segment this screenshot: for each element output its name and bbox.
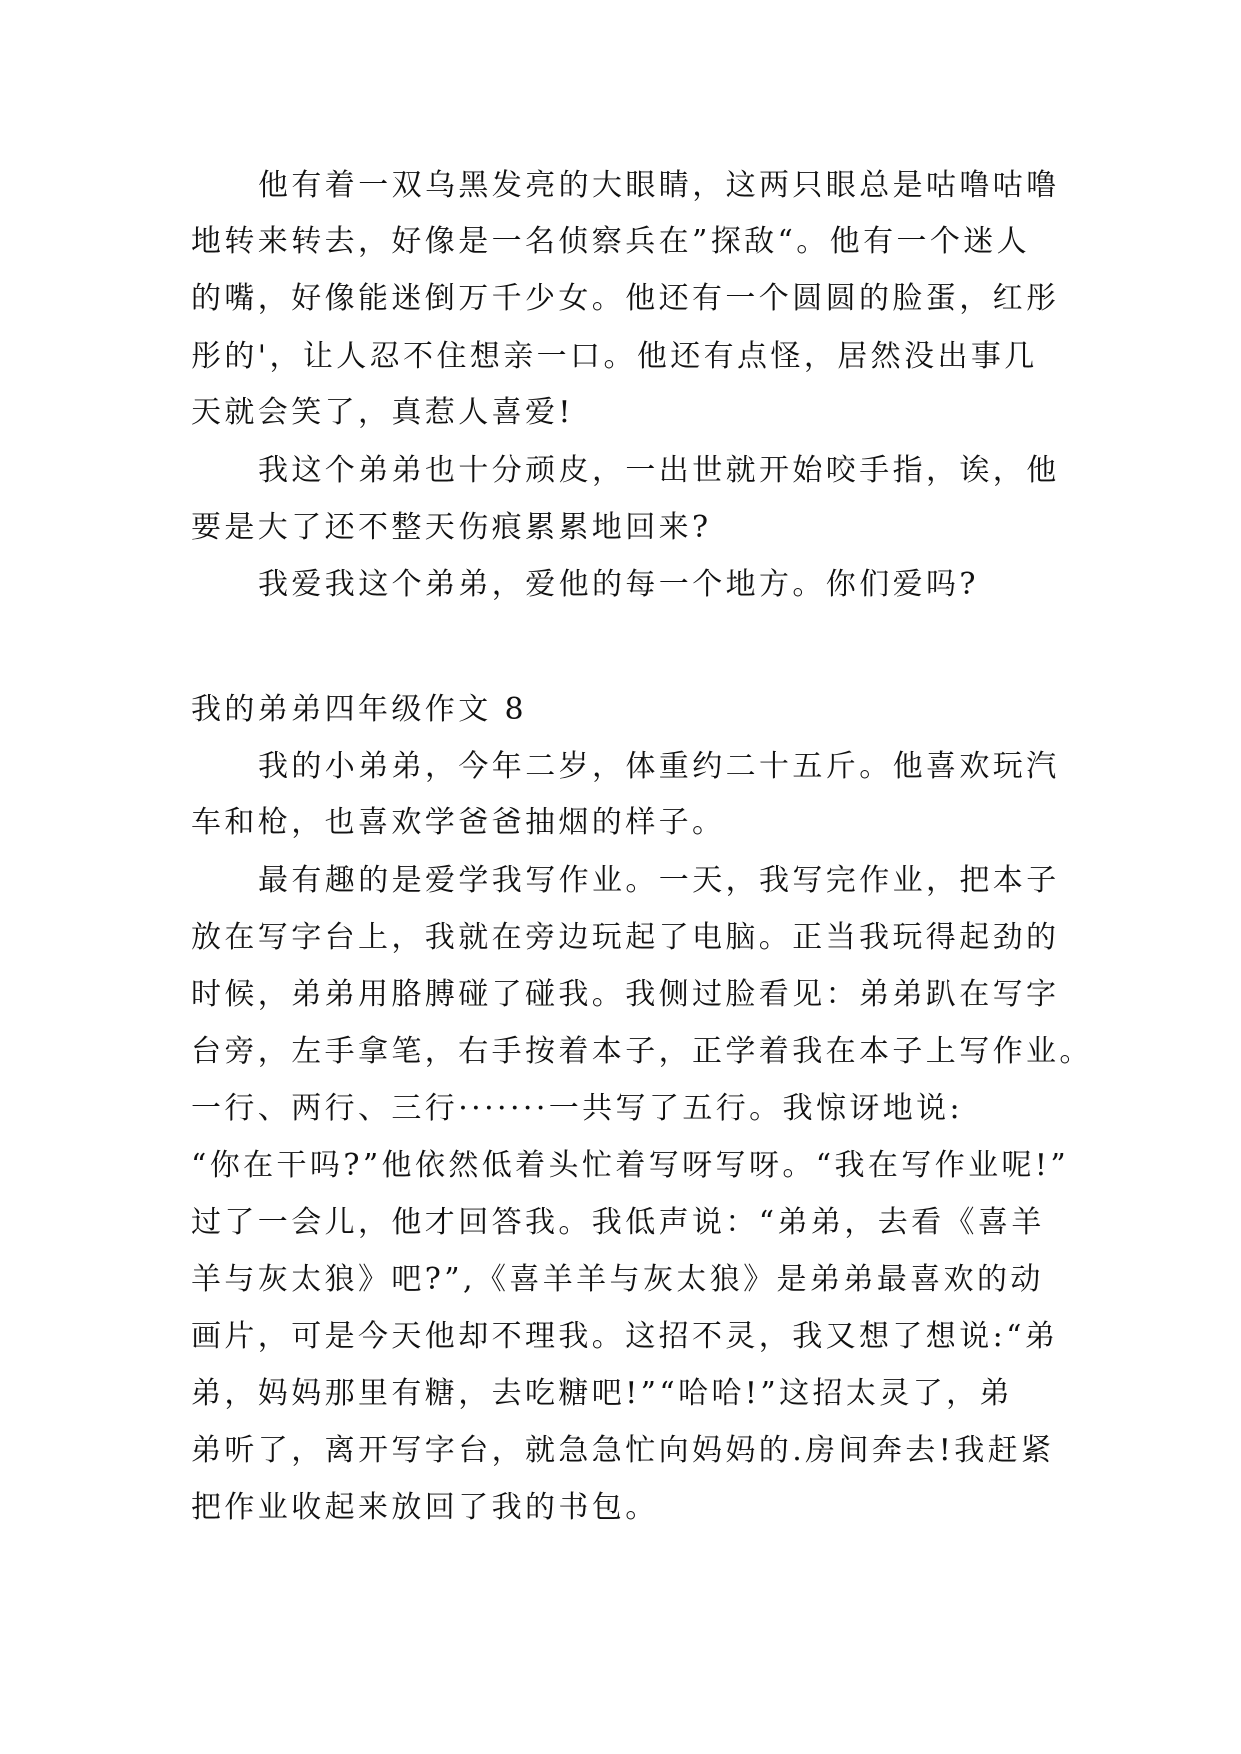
section-paragraph-2-line-11: 弟听了，离开写字台，就急急忙向妈妈的.房间奔去!我赶紧 <box>191 1433 1055 1468</box>
section-paragraph-2-line-9: 画片，可是今天他却不理我。这招不灵，我又想了想说:“弟 <box>191 1319 1059 1354</box>
section-paragraph-2-line-1: 最有趣的是爱学我写作业。一天，我写完作业，把本子 <box>258 863 1060 898</box>
paragraph-2-line-1: 我这个弟弟也十分顽皮，一出世就开始咬手指，诶，他 <box>258 453 1060 488</box>
paragraph-1-line-3: 的嘴，好像能迷倒万千少女。他还有一个圆圆的脸蛋，红彤 <box>191 281 1060 316</box>
paragraph-1-line-2: 地转来转去，好像是一名侦察兵在”探敌“。他有一个迷人 <box>191 224 1031 259</box>
section-paragraph-2-line-4: 台旁，左手拿笔，右手按着本子，正学着我在本子上写作业。 <box>191 1034 1093 1069</box>
section-paragraph-2-line-12: 把作业收起来放回了我的书包。 <box>191 1490 659 1525</box>
section-title: 我的弟弟四年级作文 8 <box>191 692 528 727</box>
section-paragraph-2-line-8: 羊与灰太狼》吧?”,《喜羊羊与灰太狼》是弟弟最喜欢的动 <box>191 1262 1044 1297</box>
section-paragraph-2-line-7: 过了一会儿，他才回答我。我低声说：“弟弟，去看《喜羊 <box>191 1205 1045 1240</box>
paragraph-1-line-1: 他有着一双乌黑发亮的大眼睛，这两只眼总是咕噜咕噜 <box>258 168 1060 203</box>
section-paragraph-1-line-1: 我的小弟弟，今年二岁，体重约二十五斤。他喜欢玩汽 <box>258 749 1060 784</box>
paragraph-1-line-4: 彤的'，让人忍不住想亲一口。他还有点怪，居然没出事几 <box>191 339 1038 374</box>
section-paragraph-2-line-2: 放在写字台上，我就在旁边玩起了电脑。正当我玩得起劲的 <box>191 920 1060 955</box>
section-paragraph-2-line-10: 弟，妈妈那里有糖，去吃糖吧!”“哈哈!”这招太灵了，弟 <box>191 1376 1013 1411</box>
section-paragraph-2-line-3: 时候，弟弟用胳膊碰了碰我。我侧过脸看见：弟弟趴在写字 <box>191 977 1060 1012</box>
section-paragraph-2-line-6: “你在干吗?”他依然低着头忙着写呀写呀。“我在写作业呢!” <box>191 1148 1070 1183</box>
section-paragraph-2-line-5: 一行、两行、三行·······一共写了五行。我惊讶地说: <box>191 1091 964 1126</box>
paragraph-2-line-2: 要是大了还不整天伤痕累累地回来? <box>191 510 712 545</box>
section-paragraph-1-line-2: 车和枪，也喜欢学爸爸抽烟的样子。 <box>191 805 726 840</box>
paragraph-1-line-5: 天就会笑了，真惹人喜爱! <box>191 395 574 430</box>
paragraph-3-line-1: 我爱我这个弟弟，爱他的每一个地方。你们爱吗? <box>258 567 979 602</box>
